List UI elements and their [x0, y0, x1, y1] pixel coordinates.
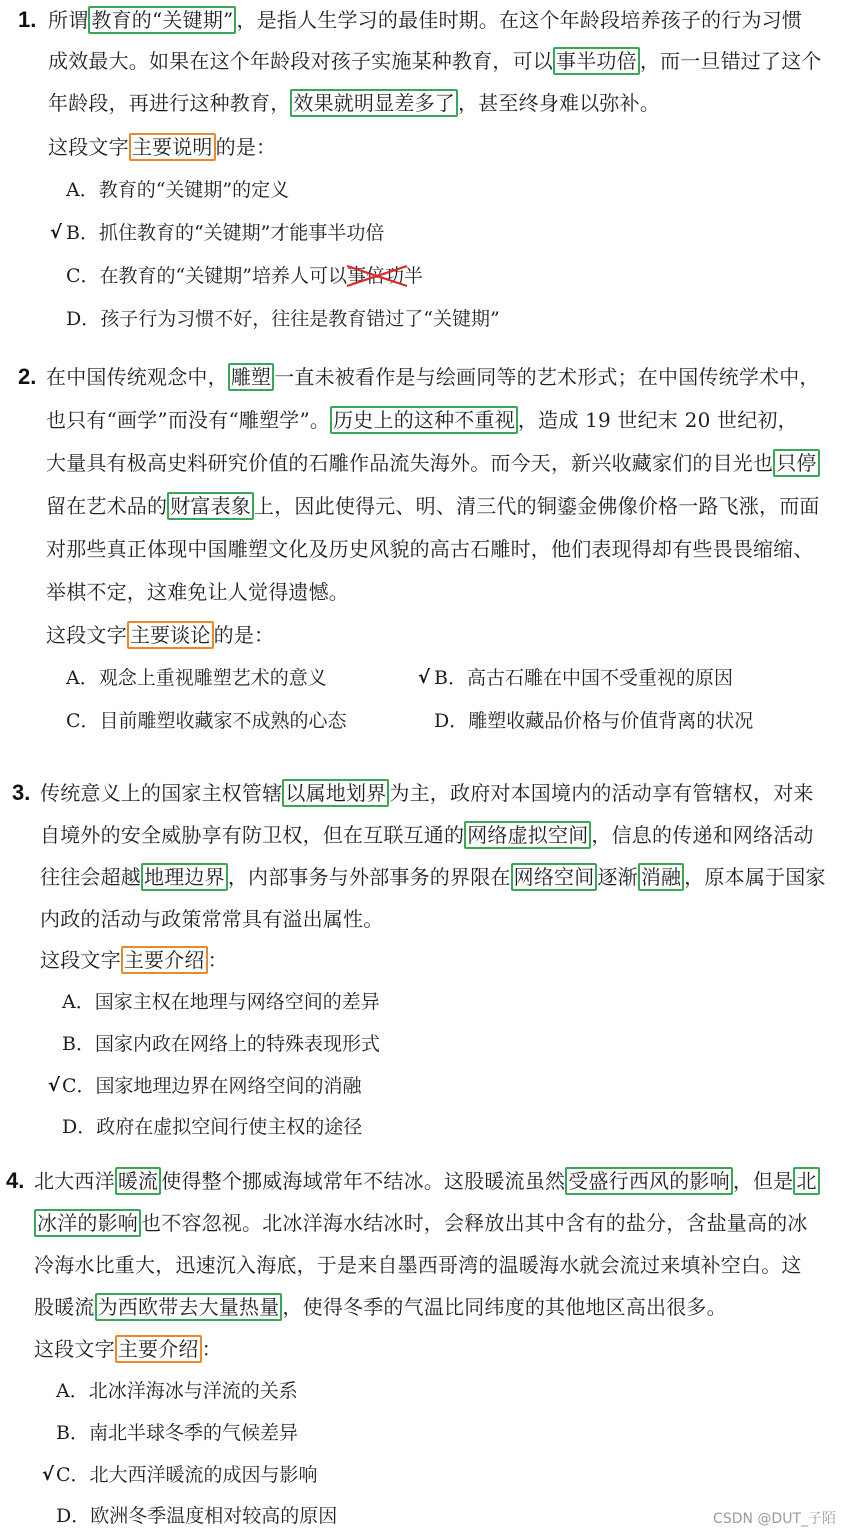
focus-phrase-orange: 主要谈论: [127, 621, 214, 649]
option-c: C．目前雕塑收藏家不成熟的心态: [66, 710, 347, 732]
passage-line: 成效最大。如果在这个年龄段对孩子实施某种教育，可以 事半功倍 ，而一旦错过了这个: [48, 49, 822, 73]
question-stem: 这段文字 主要介绍 ：: [40, 948, 228, 972]
question-number: 1.: [18, 7, 37, 32]
option-c: C．在教育的“关键期”培养人可以事倍功 半: [66, 256, 423, 296]
passage-line: 北大西洋 暖流 使得整个挪威海域常年不结冰。这股暖流虽然 受盛行西风的影响 ，但是 北: [34, 1161, 820, 1201]
focus-phrase-orange: 主要说明: [129, 133, 216, 161]
passage-line: 自境外的安全威胁享有防卫权，但在互联互通的 网络虚拟空间 ，信息的传递和网络活动: [40, 823, 814, 847]
key-phrase-green: 受盛行西风的影响: [565, 1167, 733, 1195]
passage-line: 所谓 教育的“关键期” ，是指人生学习的最佳时期。在这个年龄段培养孩子的行为习惯: [48, 8, 803, 32]
option-a: A．观念上重视雕塑艺术的意义: [66, 667, 327, 689]
passage-line: 对那些真正体现中国雕塑文化及历史风貌的高古石雕时，他们表现得却有些畏畏缩缩、: [46, 537, 814, 561]
option-b: B．南北半球冬季的气候差异: [56, 1422, 298, 1444]
option-d: D．孩子行为习惯不好，往往是教育错过了“关键期”: [66, 308, 500, 330]
option-b: B．抓住教育的“关键期”才能事半功倍: [66, 222, 385, 244]
watermark: CSDN @DUT_子陌: [713, 1511, 836, 1527]
passage-line: 大量具有极高史料研究价值的石雕作品流失海外。而今天，新兴收藏家们的目光也 只停: [46, 443, 820, 483]
check-mark-icon: √: [418, 667, 431, 688]
key-phrase-green: 以属地划界: [282, 779, 389, 807]
key-phrase-green: 效果就明显差多了: [290, 89, 458, 117]
key-phrase-green: 冰洋的影响: [34, 1209, 141, 1237]
key-phrase-green: 事半功倍: [553, 47, 640, 75]
strike-cross-icon: [345, 262, 411, 290]
option-c: C．国家地理边界在网络空间的消融: [62, 1075, 362, 1097]
key-phrase-green: 历史上的这种不重视: [330, 406, 518, 434]
key-phrase-green: 财富表象: [167, 492, 254, 520]
passage-line: 内政的活动与政策常常具有溢出属性。: [40, 907, 384, 931]
option-d: D．雕塑收藏品价格与价值背离的状况: [434, 710, 754, 732]
option-d: D．政府在虚拟空间行使主权的途径: [62, 1116, 363, 1138]
passage-line: 往往会超越 地理边界 ，内部事务与外部事务的界限在 网络空间 逐渐 消融 ，原本属于国家: [40, 865, 826, 889]
option-a: A．国家主权在地理与网络空间的差异: [62, 991, 380, 1013]
question-number: 4.: [6, 1168, 25, 1193]
option-d: D．欧洲冬季温度相对较高的原因: [56, 1505, 338, 1527]
focus-phrase-orange: 主要介绍: [115, 1335, 202, 1363]
passage-line: 冷海水比重大，迅速沉入海底，于是来自墨西哥湾的温暖海水就会流过来填补空白。这: [34, 1253, 802, 1277]
check-mark-icon: √: [48, 1075, 61, 1096]
check-mark-icon: √: [50, 222, 63, 243]
passage-line: 冰洋的影响 也不容忽视。北冰洋海水结冰时，会释放出其中含有的盐分，含盐量高的冰: [34, 1203, 808, 1243]
option-b: B．高古石雕在中国不受重视的原因: [434, 667, 733, 689]
key-phrase-green: 暖流: [115, 1167, 161, 1195]
key-phrase-green: 教育的“关键期”: [88, 6, 236, 34]
key-phrase-green: 为西欧带去大量热量: [95, 1293, 283, 1321]
check-mark-icon: √: [42, 1464, 55, 1485]
passage-line: 举棋不定，这难免让人觉得遗憾。: [46, 580, 349, 604]
key-phrase-green: 只停: [773, 449, 819, 477]
key-phrase-green: 北: [793, 1167, 819, 1195]
question-number: 3.: [12, 780, 31, 805]
passage-line: 股暖流 为西欧带去大量热量 ，使得冬季的气温比同纬度的其他地区高出很多。: [34, 1295, 727, 1319]
option-c: C．北大西洋暖流的成因与影响: [56, 1464, 318, 1486]
key-phrase-green: 网络空间: [511, 863, 598, 891]
key-phrase-green: 雕塑: [228, 363, 274, 391]
key-phrase-green: 消融: [638, 863, 684, 891]
question-stem: 这段文字 主要说明 的是：: [48, 135, 277, 159]
focus-phrase-orange: 主要介绍: [121, 946, 208, 974]
passage-line: 留在艺术品的 财富表象 上，因此使得元、明、清三代的铜鎏金佛像价格一路飞涨，而面: [46, 494, 820, 518]
passage-line: 在中国传统观念中， 雕塑 一直未被看作是与绘画同等的艺术形式；在中国传统学术中，: [46, 365, 820, 389]
option-a: A．北冰洋海冰与洋流的关系: [56, 1380, 298, 1402]
struck-text: 事倍功: [347, 256, 404, 296]
question-stem: 这段文字 主要介绍 ：: [34, 1337, 222, 1361]
key-phrase-green: 网络虚拟空间: [464, 821, 591, 849]
question-stem: 这段文字 主要谈论 的是：: [46, 623, 275, 647]
passage-line: 也只有“画学”而没有“雕塑学”。 历史上的这种不重视 ，造成 19 世纪末 20 世纪初，: [46, 408, 798, 432]
passage-line: 传统意义上的国家主权管辖 以属地划界 为主，政府对本国境内的活动享有管辖权，对来: [40, 781, 814, 805]
passage-line: 年龄段，再进行这种教育， 效果就明显差多了 ，甚至终身难以弥补。: [48, 91, 661, 115]
option-a: A．教育的“关键期”的定义: [66, 179, 290, 201]
question-number: 2.: [18, 364, 37, 389]
key-phrase-green: 地理边界: [141, 863, 228, 891]
option-b: B．国家内政在网络上的特殊表现形式: [62, 1033, 380, 1055]
